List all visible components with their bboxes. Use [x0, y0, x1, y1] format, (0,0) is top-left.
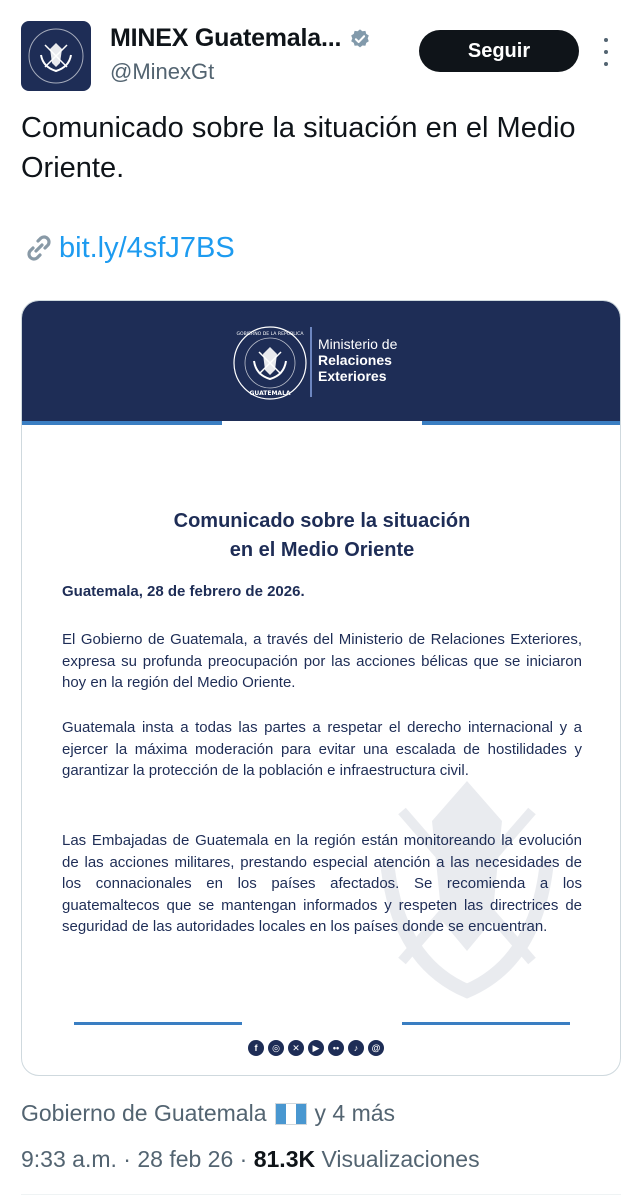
views-count: 81.3K: [253, 1146, 316, 1172]
bottom-divider: [21, 1194, 621, 1195]
social-icons: [248, 1040, 384, 1056]
footer-stripe-left: [74, 1022, 242, 1025]
media-card[interactable]: [21, 300, 621, 1076]
views-label: Visualizaciones: [321, 1146, 480, 1172]
facebook-icon: f: [248, 1040, 264, 1056]
more-options-icon[interactable]: [596, 38, 616, 66]
tweet-meta: 9:33 a.m. · 28 feb 26 · 81.3K Visualizaciones: [21, 1146, 480, 1172]
name-row[interactable]: [110, 24, 371, 53]
link-icon: [21, 230, 57, 266]
card-banner: [22, 301, 621, 421]
attribution[interactable]: [21, 1100, 395, 1127]
flickr-icon: ••: [328, 1040, 344, 1056]
tweet-time[interactable]: 9:33 a.m.: [21, 1146, 117, 1172]
tiktok-icon: ♪: [348, 1040, 364, 1056]
guatemala-flag-icon: [275, 1103, 307, 1125]
instagram-icon: ◎: [268, 1040, 284, 1056]
youtube-icon: ▶: [308, 1040, 324, 1056]
follow-button[interactable]: Seguir: [419, 30, 579, 72]
ministry-line2: Relaciones: [318, 352, 392, 368]
threads-icon: @: [368, 1040, 384, 1056]
footer-stripe-right: [402, 1022, 570, 1025]
link-text[interactable]: bit.ly/4sfJ7BS: [59, 232, 235, 264]
document-title: [22, 507, 621, 565]
avatar[interactable]: [21, 21, 91, 91]
document-paragraph-3: Las Embajadas de Guatemala en la región están monitoreando la evolución de las acciones militares, prestando especial atención a las necesidades de los connacionales en los países afectados. Se recomienda a los guatemaltecos que se mantengan informados y respeten las directrices de seguridad de las autoridades locales en los países donde se encuentran.: [62, 832, 582, 935]
document-date: Guatemala, 28 de febrero de 2026.: [62, 583, 305, 600]
banner-stripe-left: [22, 421, 222, 425]
ministry-line1: Ministerio de: [318, 336, 398, 352]
document-paragraph-1: El Gobierno de Guatemala, a través del Ministerio de Relaciones Exteriores, expresa su profunda preocupación por las acciones bélicas que se iniciaron hoy en la región del Medio Oriente.: [62, 631, 582, 691]
banner-divider: [310, 327, 312, 397]
document-paragraph-2: Guatemala insta a todas las partes a respetar el derecho internacional y a ejercer la máxima moderación para evitar una escalada de hostilidades y garantizar la protección de la población e infraestructura civil.: [62, 719, 582, 779]
banner-stripe-right: [422, 421, 621, 425]
svg-text:GOBIERNO DE LA REPÚBLICA: GOBIERNO DE LA REPÚBLICA: [236, 332, 304, 337]
attribution-name[interactable]: Gobierno de Guatemala: [21, 1100, 267, 1126]
tweet-header: [0, 0, 641, 100]
verified-badge-icon: [349, 28, 371, 50]
tweet-date[interactable]: 28 feb 26: [137, 1146, 234, 1172]
ministry-line3: Exteriores: [318, 368, 387, 384]
document-title-line2: en el Medio Oriente: [229, 539, 415, 561]
display-name[interactable]: MINEX Guatemala...: [110, 24, 342, 52]
x-icon: ✕: [288, 1040, 304, 1056]
tweet-link[interactable]: [21, 228, 235, 268]
attribution-suffix[interactable]: y 4 más: [314, 1100, 396, 1126]
ministry-name: [318, 336, 397, 384]
coat-of-arms-icon: [25, 25, 87, 87]
user-handle[interactable]: @MinexGt: [110, 59, 215, 84]
seal-icon: [232, 325, 308, 401]
document-title-line1: Comunicado sobre la situación: [173, 510, 471, 532]
svg-text:GUATEMALA: GUATEMALA: [249, 390, 291, 397]
tweet-text: Comunicado sobre la situación en el Medio Oriente.: [21, 112, 576, 184]
